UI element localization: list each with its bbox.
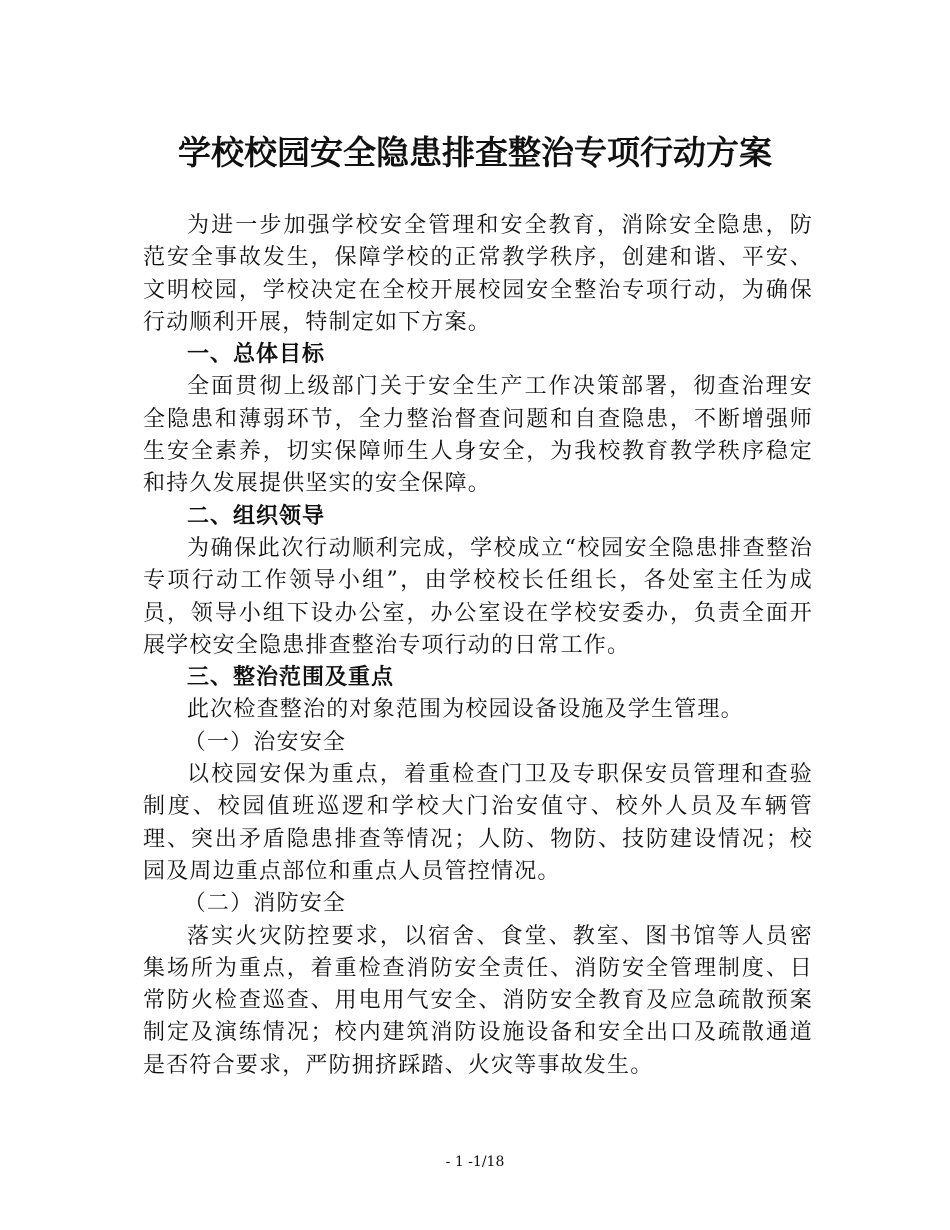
intro-paragraph: 为进一步加强学校安全管理和安全教育，消除安全隐患，防范安全事故发生，保障学校的正常教学秩序，创建和谐、平安、文明校园，学校决定在全校开展校园安全整治专项行动，为确保行动顺利开展，特制定如下方案。 <box>143 213 813 335</box>
document-body <box>143 210 813 1082</box>
page-number: - 1 -1/18 <box>445 1154 505 1170</box>
subsection-paragraph: 以校园安保为重点，着重检查门卫及专职保安员管理和查验制度、校园值班巡逻和学校大门治安值守、校外人员及车辆管理、突出矛盾隐患排查等情况；人防、物防、技防建设情况；校园及周边重点部位和重点人员管控情况。 <box>143 762 813 884</box>
section-heading: 三、整治范围及重点 <box>187 665 395 691</box>
section-paragraph: 此次检查整治的对象范围为校园设备设施及学生管理。 <box>187 697 744 723</box>
document-title: 学校校园安全隐患排查整治专项行动方案 <box>178 133 772 172</box>
subsection-heading: （二）消防安全 <box>183 891 347 917</box>
subsection-heading: （一）治安安全 <box>183 729 347 755</box>
section-heading: 二、组织领导 <box>187 503 326 529</box>
section-paragraph: 为确保此次行动顺利完成，学校成立“校园安全隐患排查整治专项行动工作领导小组”，由学校校长任组长，各处室主任为成员，领导小组下设办公室，办公室设在学校安委办，负责全面开展学校安全隐患排查整治专项行动的日常工作。 <box>143 535 813 658</box>
section-paragraph: 全面贯彻上级部门关于安全生产工作决策部署，彻查治理安全隐患和薄弱环节，全力整治督查问题和自查隐患，不断增强师生安全素养，切实保障师生人身安全，为我校教育教学秩序稳定和持久发展提供坚实的安全保障。 <box>143 374 813 497</box>
subsection-paragraph: 落实火灾防控要求，以宿舍、食堂、教室、图书馆等人员密集场所为重点，着重检查消防安全责任、消防安全管理制度、日常防火检查巡查、用电用气安全、消防安全教育及应急疏散预案制定及演练情况；校内建筑消防设施设备和安全出口及疏散通道是否符合要求，严防拥挤踩踏、火灾等事故发生。 <box>143 923 813 1078</box>
section-heading: 一、总体目标 <box>187 342 326 368</box>
